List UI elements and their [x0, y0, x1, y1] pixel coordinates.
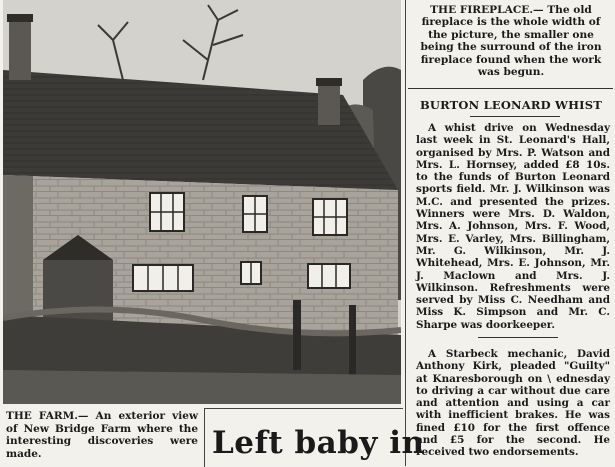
photo-caption-lead: THE FARM. [6, 410, 78, 422]
fireplace-caption-lead: THE FIREPLACE. [430, 4, 534, 16]
article-heading: BURTON LEONARD WHIST [419, 98, 603, 112]
starbeck-article-body: A Starbeck mechanic, David Anthony Kirk, pleaded "Guilty" at Knaresborough on \ ednesday to driving a car without due care and attention and using a car with inefficient brakes. He was fined £10 for the first offence and £5 for the second. He received two endorsements. [416, 348, 610, 459]
column-rule [405, 0, 406, 466]
farmhouse-illustration [3, 0, 401, 404]
photo-caption-text: — An exterior view of New Bridge Farm where the interesting discoveries were made. [6, 410, 198, 460]
heading-underline [470, 116, 560, 117]
photo-caption [6, 410, 198, 460]
headline: Left baby in [212, 425, 425, 461]
divider-rule [408, 88, 613, 89]
fireplace-caption [416, 4, 606, 78]
whist-article-body: A whist drive on Wednesday last week in St. Leonard's Hall, organised by Mrs. P. Watson and Mrs. L. Hornsey, added £8 10s. to the funds of Burton Leonard sports field. Mr. J. Wilkinson was M.C. and presented the prizes. Winners were Mrs. D. Waldon, Mrs. A. Johnson, Mrs. F. Wood, Mrs. E. Varley, Mrs. Billingham, Mr. G. Wilkinson, Mr. J. Whitehead, Mrs. E. Johnson, Mr. J. Maclown and Mrs. J. Wilkinson. Refreshments were served by Miss C. Needham and Miss K. Simpson and Mr. C. Sharpe was doorkeeper. [416, 122, 610, 331]
divider-rule [478, 337, 558, 338]
farm-photo [3, 0, 401, 404]
fireplace-caption-text: — The old fireplace is the whole width of the picture, the smaller one being the surround of the iron fireplace found when the work was begun. [420, 4, 602, 79]
